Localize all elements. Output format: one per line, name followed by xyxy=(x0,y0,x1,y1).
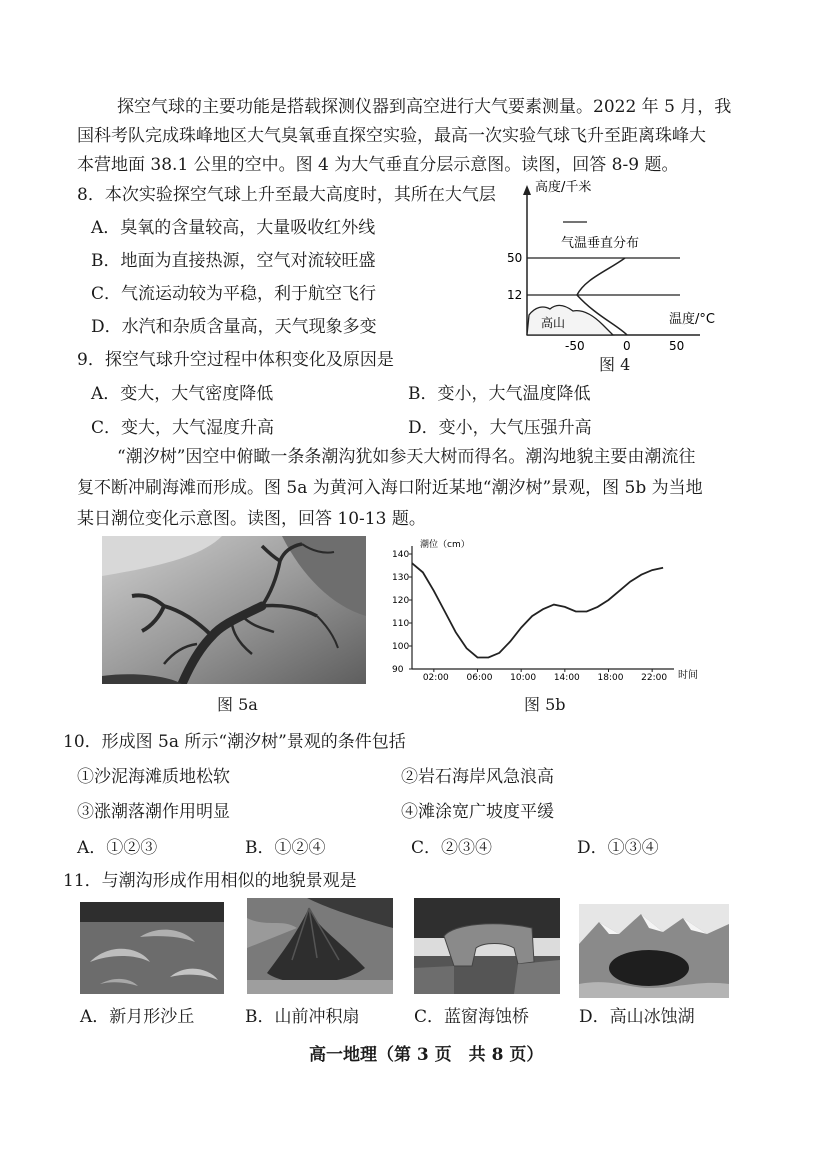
photo-d-glacial-lake xyxy=(579,904,729,998)
q8-stem: 8．本次实验探空气球上升至最大高度时，其所在大气层 xyxy=(77,185,496,205)
tide-ytick-label: 90 xyxy=(392,665,404,675)
fig4-caption: 图 4 xyxy=(599,355,631,374)
q11-option-a: A．新月形沙丘 xyxy=(80,1007,195,1027)
q9-option-d: D．变小，大气压强升高 xyxy=(408,418,592,438)
q9-option-c: C．变大，大气湿度升高 xyxy=(91,418,275,438)
q11-stem: 11．与潮沟形成作用相似的地貌景观是 xyxy=(63,871,357,891)
tide-ytick-label: 120 xyxy=(392,596,410,606)
tide-series-line xyxy=(412,563,663,657)
q8-option-d: D．水汽和杂质含量高，天气现象多变 xyxy=(91,317,377,337)
photo-b-alluvial-fan xyxy=(247,898,393,994)
q10-option-a: A．①②③ xyxy=(77,838,158,858)
fig4-xtick-neg50: -50 xyxy=(565,339,585,353)
q11-option-b: B．山前冲积扇 xyxy=(245,1007,360,1027)
tide-ytick-label: 140 xyxy=(392,550,410,560)
photo-c-sea-arch xyxy=(414,898,560,994)
q11-option-c: C．蓝窗海蚀桥 xyxy=(414,1007,530,1027)
fig4-ytick-50: 50 xyxy=(507,251,523,265)
fig4-mountain xyxy=(527,305,613,335)
fig4-xlabel: 温度/°C xyxy=(669,312,715,327)
tide-xtick-label: 06:00 xyxy=(466,673,493,683)
q10-item-3: ③涨潮落潮作用明显 xyxy=(77,802,230,822)
fig4-mountain-label: 高山 xyxy=(541,316,566,330)
intro1-line3: 本营地面 38.1 公里的空中。图 4 为大气垂直分层示意图。读图，回答 8-9 题。 xyxy=(77,155,679,175)
q11-option-d: D．高山冰蚀湖 xyxy=(579,1007,695,1027)
q10-option-d: D．①③④ xyxy=(577,838,659,858)
fig4-y-axis-arrow xyxy=(523,185,531,195)
q8-option-c: C．气流运动较为平稳，利于航空飞行 xyxy=(91,284,377,304)
figure-4-diagram xyxy=(495,175,735,375)
fig5b-caption: 图 5b xyxy=(524,695,566,714)
tide-xtick-label: 22:00 xyxy=(641,673,668,683)
q9-stem: 9．探空气球升空过程中体积变化及原因是 xyxy=(77,350,394,370)
q8-option-a: A．臭氧的含量较高，大量吸收红外线 xyxy=(91,218,376,238)
tide-ylabel: 潮位（cm） xyxy=(420,540,470,550)
tide-xlabel: 时间 xyxy=(678,670,698,681)
q10-item-2: ②岩石海岸风急浪高 xyxy=(401,767,554,787)
figure-5b-tide-chart xyxy=(390,536,706,684)
tide-xtick-label: 10:00 xyxy=(510,673,537,683)
figure-5a-tidal-tree-photo xyxy=(102,536,366,684)
fig4-ytick-12: 12 xyxy=(507,288,523,302)
tide-ytick-label: 110 xyxy=(392,619,410,629)
fig5a-caption: 图 5a xyxy=(217,695,258,714)
tide-xtick-label: 18:00 xyxy=(597,673,624,683)
tide-xtick-label: 14:00 xyxy=(553,673,580,683)
page-footer: 高一地理（第 3 页 共 8 页） xyxy=(309,1045,544,1065)
tide-ytick-label: 100 xyxy=(392,642,410,652)
q10-option-c: C．②③④ xyxy=(411,838,493,858)
q8-option-b: B．地面为直接热源，空气对流较旺盛 xyxy=(91,251,376,271)
q10-item-4: ④滩涂宽广坡度平缓 xyxy=(401,802,554,822)
fig4-curve-label: 气温垂直分布 xyxy=(561,236,640,251)
intro1-line1: 探空气球的主要功能是搭载探测仪器到高空进行大气要素测量。2022 年 5 月，我 xyxy=(117,97,732,117)
photo-a-crescent-dunes xyxy=(80,902,224,994)
q10-option-b: B．①②④ xyxy=(245,838,326,858)
intro2-line3: 某日潮位变化示意图。读图，回答 10-13 题。 xyxy=(77,509,426,529)
fig4-xtick-50: 50 xyxy=(669,339,685,353)
tide-ytick-label: 130 xyxy=(392,573,410,583)
q10-item-1: ①沙泥海滩质地松软 xyxy=(77,767,230,787)
fig4-ylabel: 高度/千米 xyxy=(535,180,592,195)
q9-option-a: A．变大，大气密度降低 xyxy=(91,384,274,404)
q10-stem: 10．形成图 5a 所示“潮汐树”景观的条件包括 xyxy=(63,732,406,752)
tide-xtick-label: 02:00 xyxy=(422,673,449,683)
intro2-line2: 复不断冲刷海滩而形成。图 5a 为黄河入海口附近某地“潮汐树”景观，图 5b 为当地 xyxy=(77,478,703,498)
q9-option-b: B．变小，大气温度降低 xyxy=(408,384,591,404)
intro1-line2: 国科考队完成珠峰地区大气臭氧垂直探空实验，最高一次实验气球飞升至距离珠峰大 xyxy=(77,126,706,146)
fig4-xtick-0: 0 xyxy=(623,339,631,353)
intro2-line1: “潮汐树”因空中俯瞰一条条潮沟犹如参天大树而得名。潮沟地貌主要由潮流往 xyxy=(117,447,696,467)
